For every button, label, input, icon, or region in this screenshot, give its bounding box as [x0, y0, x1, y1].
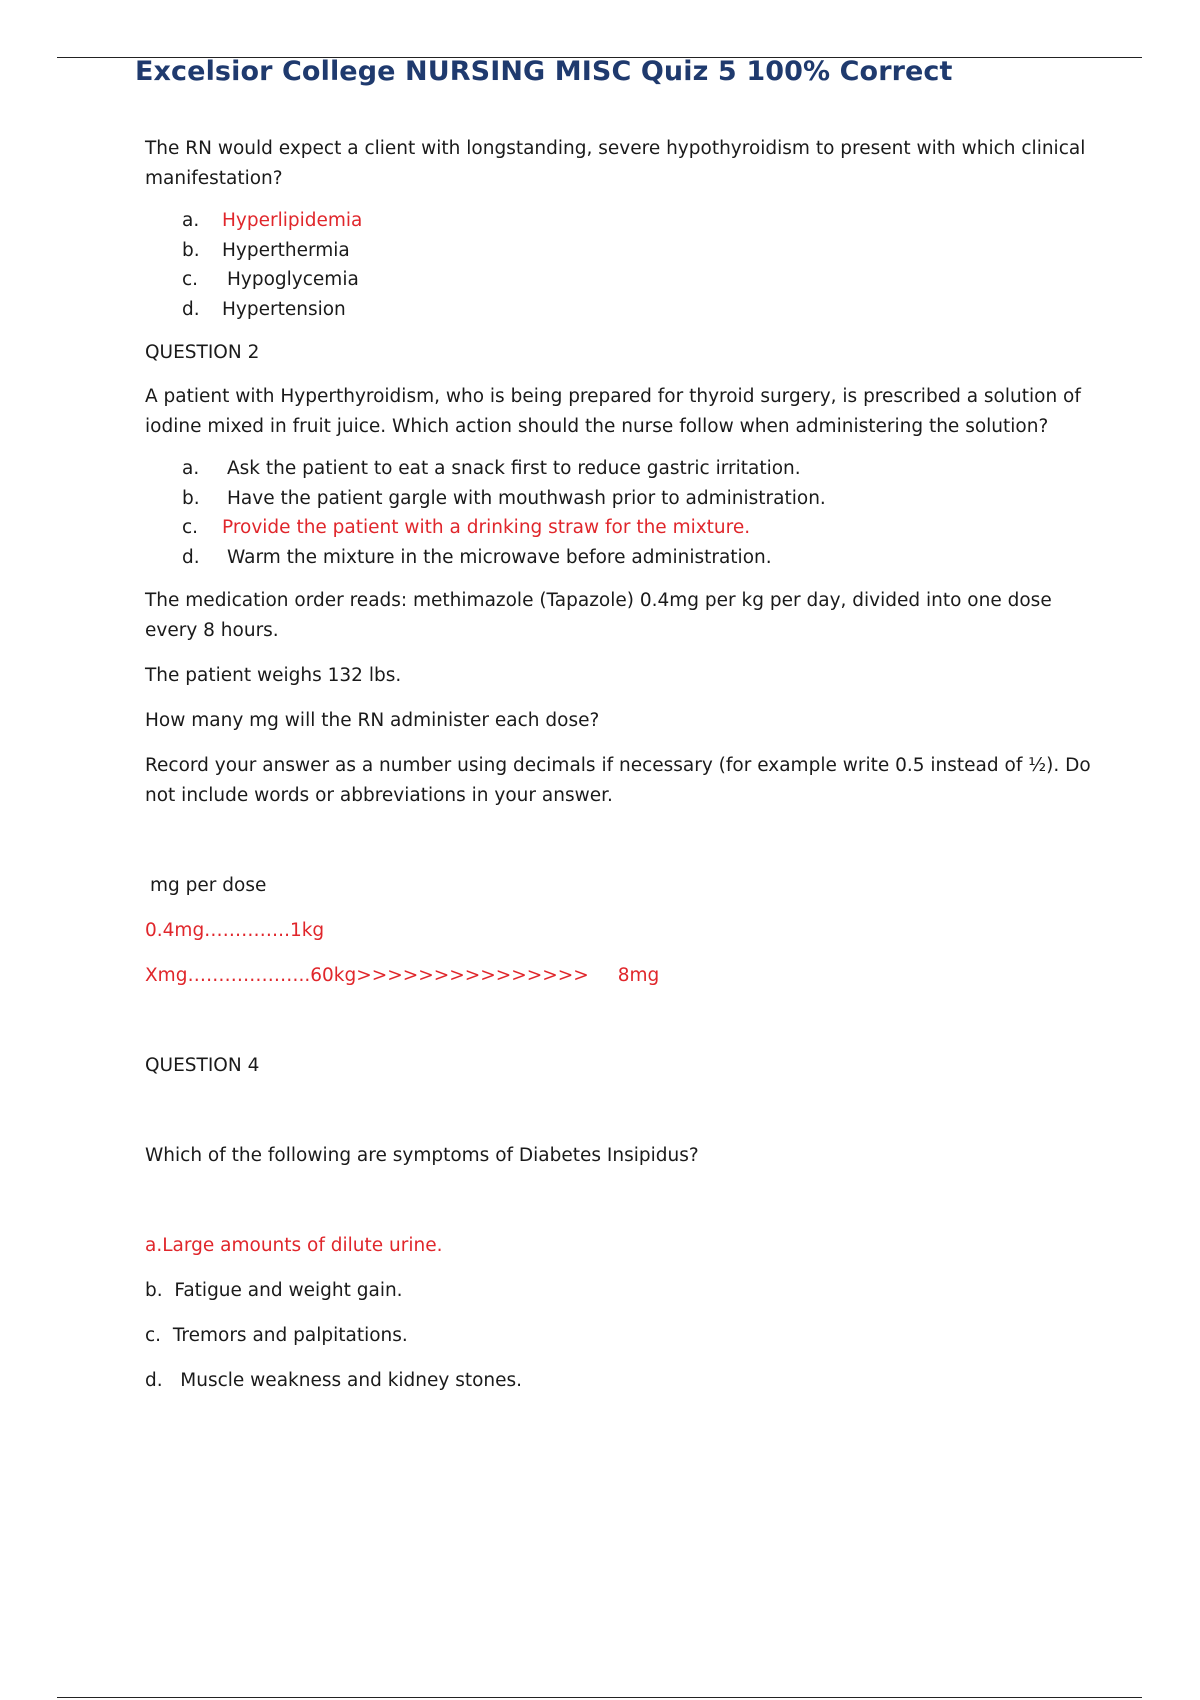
q2-option-c: [182, 513, 1105, 543]
q3-order: The medication order reads: methimazole (Tapazole) 0.4mg per kg per day, divided into one dose every 8 hours.: [145, 590, 1052, 641]
q2-option-b: [182, 484, 1105, 514]
q1-stem: The RN would expect a client with longstanding, severe hypothyroidism to present with which clinical manifestation?: [145, 138, 1086, 189]
q2-option-a: [182, 454, 1105, 484]
q3-calc-proportion: Xmg………………..60kg>>>>>>>>>>>>>>>: [145, 965, 589, 986]
q2-option-d: [182, 543, 1105, 573]
q4-heading: QUESTION 4: [145, 1055, 260, 1076]
q4-option-a: [145, 1231, 1105, 1261]
q3-instructions: Record your answer as a number using decimals if necessary (for example write 0.5 instead of ½). Do not include words or abbreviations in your answer.: [145, 755, 1091, 806]
option-letter: b.: [145, 1280, 163, 1301]
option-letter: c.: [182, 269, 199, 290]
option-text: Muscle weakness and kidney stones.: [180, 1370, 523, 1391]
q4-option-c: [145, 1321, 1105, 1351]
option-letter: d.: [182, 298, 200, 320]
document-body: [145, 134, 1105, 1411]
option-letter: d.: [145, 1370, 163, 1391]
option-text: Fatigue and weight gain.: [174, 1280, 403, 1301]
q3-ask: How many mg will the RN administer each dose?: [145, 710, 600, 731]
option-text: Hypoglycemia: [227, 269, 359, 290]
option-letter: a.: [182, 210, 200, 231]
q1-options: [182, 206, 1105, 324]
q2-correct-answer: Provide the patient with a drinking straw for the mixture.: [222, 517, 751, 538]
document-title: Excelsior College NURSING MISC Quiz 5 100% Correct: [135, 56, 953, 87]
q1-option-a: [182, 206, 1105, 236]
bottom-rule: [57, 1697, 1142, 1698]
option-text: Tremors and palpitations.: [172, 1325, 408, 1346]
q4-option-b: [145, 1276, 1105, 1306]
q4-correct-answer: Large amounts of dilute urine.: [162, 1235, 443, 1256]
q1-option-d: [182, 295, 1105, 325]
option-text: Hypertension: [222, 298, 346, 320]
q1-option-b: [182, 236, 1105, 266]
q4-stem: Which of the following are symptoms of Diabetes Insipidus?: [145, 1145, 699, 1166]
q1-correct-answer: Hyperlipidemia: [222, 210, 363, 231]
q1-option-c: [182, 265, 1105, 295]
q2-stem: A patient with Hyperthyroidism, who is being prepared for thyroid surgery, is prescribed a solution of iodine mixed in fruit juice. Which action should the nurse follow when administering the solution?: [145, 386, 1081, 437]
q3-unit-label: mg per dose: [150, 875, 267, 896]
option-letter: c.: [182, 517, 199, 538]
option-text: Hyperthermia: [222, 239, 350, 261]
q3-calc-answer: 8mg: [617, 965, 660, 986]
option-letter: d.: [182, 546, 200, 568]
q3-calc-line-1: 0.4mg…………..1kg: [145, 920, 325, 941]
option-text: Have the patient gargle with mouthwash prior to administration.: [227, 487, 826, 509]
q4-option-d: [145, 1366, 1105, 1396]
option-letter: b.: [182, 487, 200, 509]
option-text: Ask the patient to eat a snack first to reduce gastric irritation.: [227, 458, 801, 479]
q3-calc-line-2: [145, 961, 1105, 991]
option-letter: c.: [145, 1325, 162, 1346]
q3-weight: The patient weighs 132 lbs.: [145, 665, 402, 686]
option-letter: a.: [182, 458, 200, 479]
option-letter: a.: [145, 1235, 163, 1256]
option-letter: b.: [182, 239, 200, 261]
option-text: Warm the mixture in the microwave before administration.: [227, 546, 772, 568]
q2-options: [182, 454, 1105, 572]
q2-heading: QUESTION 2: [145, 342, 260, 363]
